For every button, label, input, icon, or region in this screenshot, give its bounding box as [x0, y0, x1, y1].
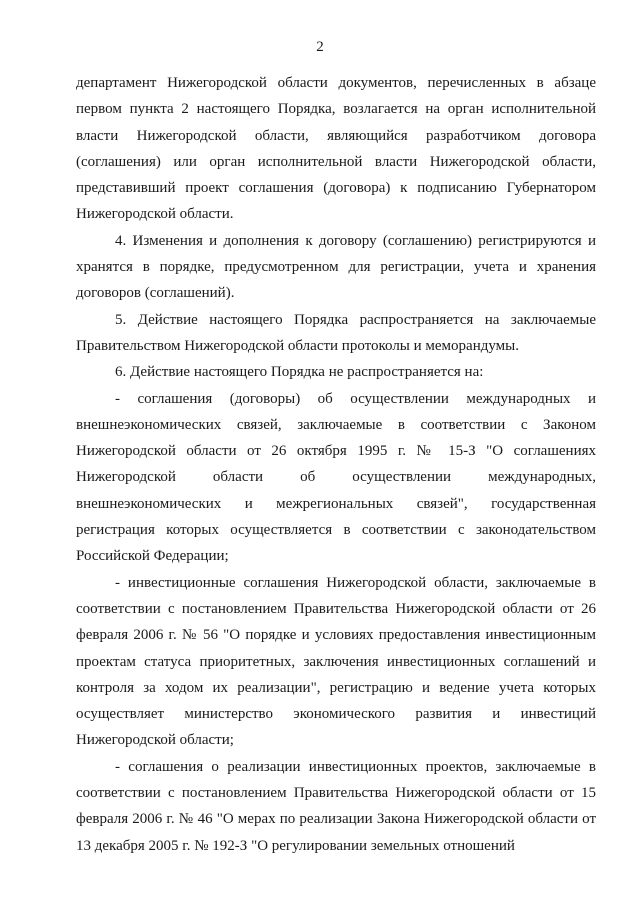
list-item-investment-project-agreements: - соглашения о реализации инвестиционных проектов, заключаемые в соответствии с постановлением Правительства Нижегородской области от 15 февраля 2006 г. № 46 "О мерах по реализации Закона Нижегородской области от 13 декабря 2005 г. № 192-З "О регулировании земельных отношений [76, 758, 596, 854]
list-item-international-agreements: - соглашения (договоры) об осуществлении международных и внешнеэкономических связей, заключаемые в соответствии с Законом Нижегородской области от 26 октября 1995 г. № 15-З "О соглашениях Нижегородской области об осуществлении международных, внешнеэкономических и межрегиональных связей", государственная регистрация которых осуществляется в соответствии с законодательством Российской Федерации; [76, 390, 596, 565]
paragraph-item-4: 4. Изменения и дополнения к договору (соглашению) регистрируются и хранятся в порядке, предусмотренном для регистрации, учета и хранения договоров (соглашений). [76, 232, 596, 302]
paragraph-continuation: департамент Нижегородской области документов, перечисленных в абзаце первом пункта 2 настоящего Порядка, возлагается на орган исполнительной власти Нижегородской области, являющийся разработчиком договора (соглашения) или орган исполнительной власти Нижегородской области, представивший проект соглашения (договора) к подписанию Губернатором Нижегородской области. [76, 75, 596, 223]
page-number: 2 [316, 39, 324, 55]
paragraph-item-5: 5. Действие настоящего Порядка распространяется на заключаемые Правительством Нижегородской области протоколы и меморандумы. [76, 311, 596, 354]
list-item-investment-agreements: - инвестиционные соглашения Нижегородской области, заключаемые в соответствии с постановлением Правительства Нижегородской области от 26 февраля 2006 г. № 56 "О порядке и условиях предоставления инвестиционным проектам статуса приоритетных, заключения инвестиционных соглашений и контроля за ходом их реализации", регистрацию и ведение учета которых осуществляет министерство экономического развития и инвестиций Нижегородской области; [76, 574, 596, 749]
paragraph-item-6: 6. Действие настоящего Порядка не распространяется на: [115, 364, 484, 381]
document-body [76, 70, 596, 859]
